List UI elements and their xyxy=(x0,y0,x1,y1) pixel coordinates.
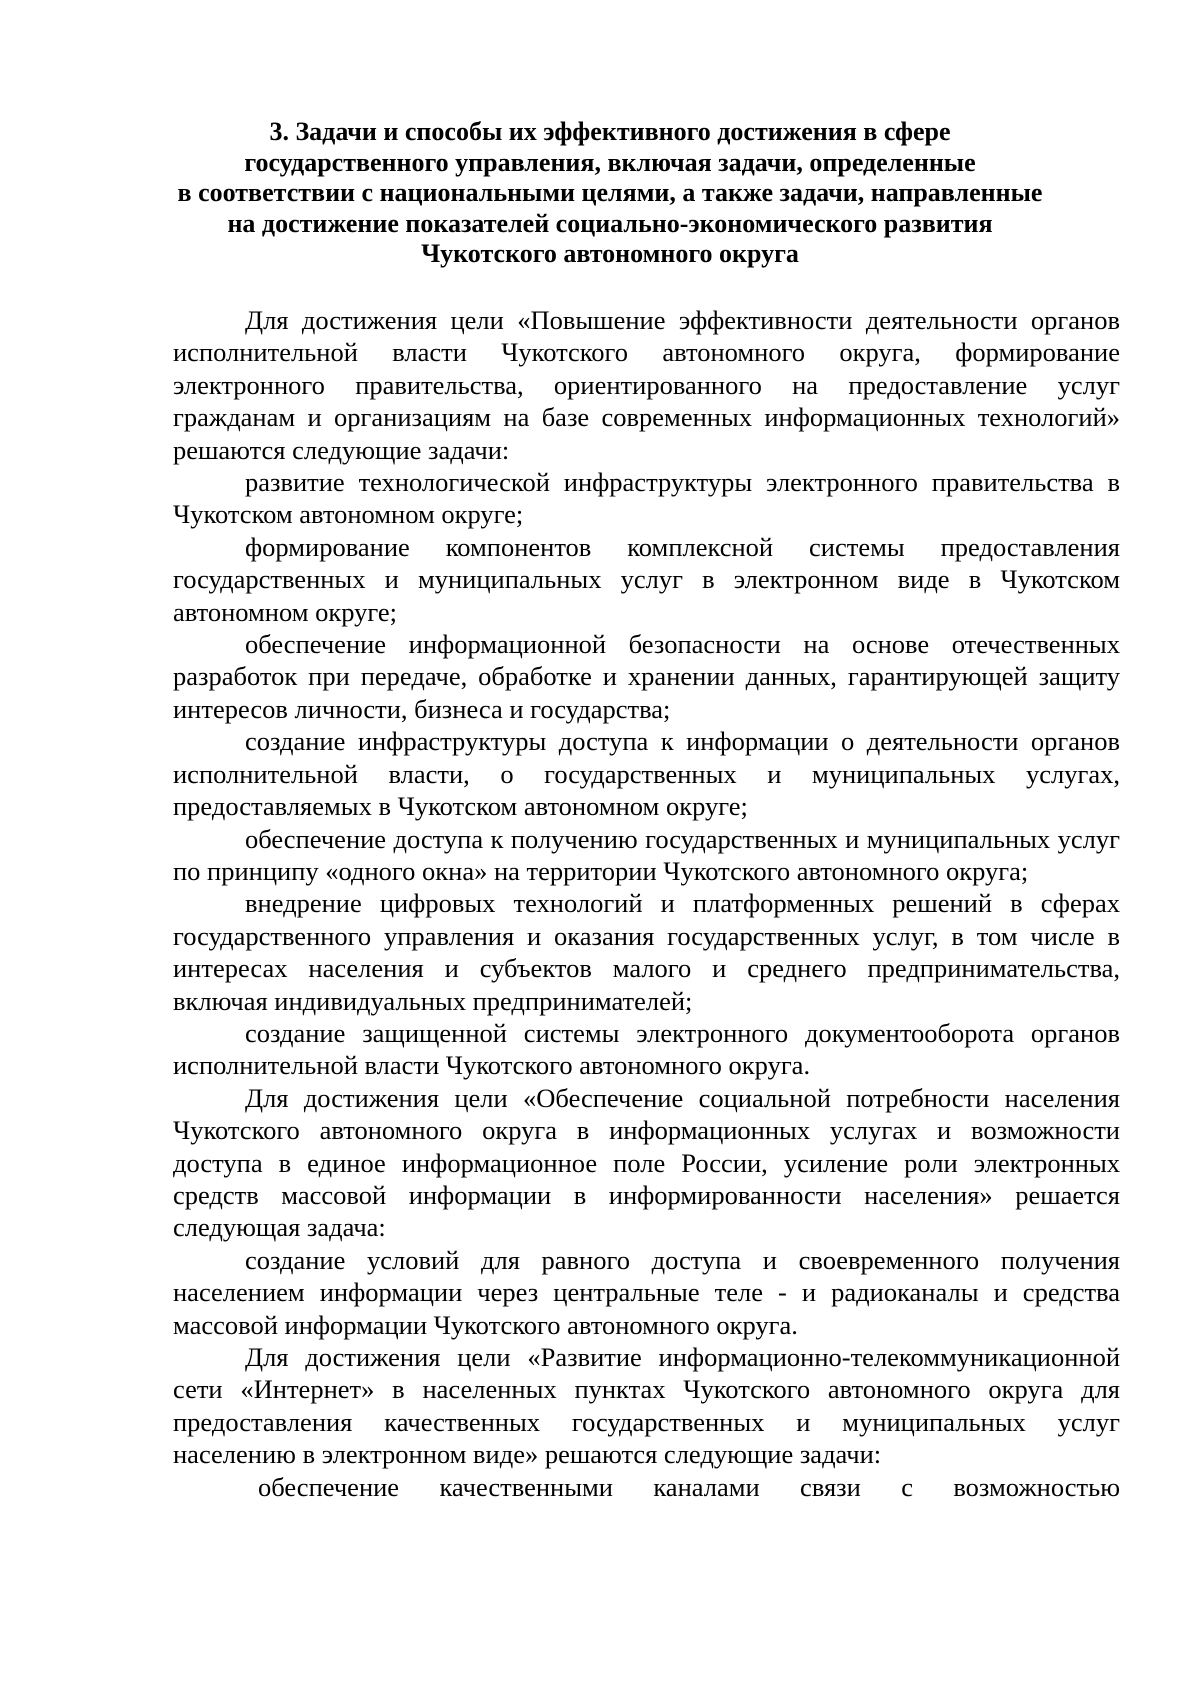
paragraph: развитие технологической инфраструктуры электронного правительства в Чукотском автономном округе; xyxy=(173,467,1120,530)
heading-line: на достижение показателей социально-экономического развития xyxy=(227,208,993,238)
paragraph: внедрение цифровых технологий и платформенных решений в сферах государственного управления и оказания государственных услуг, в том числе в интересах населения и субъектов малого и среднего предпринимательства, включая индивидуальных предпринимателей; xyxy=(173,888,1120,1016)
paragraph: Для достижения цели «Развитие информационно-телекоммуникационной сети «Интернет» в населенных пунктах Чукотского автономного округа для предоставления качественных государственных и муниципальных услуг населению в электронном виде» решаются следующие задачи: xyxy=(173,1342,1120,1470)
paragraph: создание инфраструктуры доступа к информации о деятельности органов исполнительной власти, о государственных и муниципальных услугах, предоставляемых в Чукотском автономном округе; xyxy=(173,726,1120,822)
paragraph: Для достижения цели «Повышение эффективности деятельности органов исполнительной власти Чукотского автономного округа, формирование электронного правительства, ориентированного на предоставление услуг гражданам и организациям на базе современных информационных технологий» решаются следующие задачи: xyxy=(173,305,1120,465)
paragraph: Для достижения цели «Обеспечение социальной потребности населения Чукотского автономного округа в информационных услугах и возможности доступа в единое информационное поле России, усиление роли электронных средств массовой информации в информированности населения» решается следующая задача: xyxy=(173,1082,1120,1243)
paragraph: обеспечение информационной безопасности на основе отечественных разработок при передаче, обработке и хранении данных, гарантирующей защиту интересов личности, бизнеса и государства; xyxy=(173,629,1120,724)
heading-line: 3. Задачи и способы их эффективного достижения в сфере xyxy=(269,117,951,146)
paragraph: создание условий для равного доступа и своевременного получения населением информации через центральные теле - и радиоканалы и средства массовой информации Чукотского автономного округа. xyxy=(173,1244,1120,1340)
heading-line: государственного управления, включая задачи, определенные xyxy=(244,147,976,177)
heading-line: Чукотского автономного округа xyxy=(421,239,799,268)
section-heading xyxy=(150,117,1070,270)
paragraph: обеспечение доступа к получению государственных и муниципальных услуг по принципу «одного окна» на территории Чукотского автономного округа; xyxy=(173,823,1120,886)
paragraph: создание защищенной системы электронного документооборота органов исполнительной власти Чукотского автономного округа. xyxy=(173,1017,1120,1081)
heading-line: в соответствии с национальными целями, а также задачи, направленные xyxy=(177,178,1043,207)
paragraph: обеспечение качественными каналами связи с возможностью xyxy=(258,1471,1120,1502)
paragraph: формирование компонентов комплексной системы предоставления государственных и муниципальных услуг в электронном виде в Чукотском автономном округе; xyxy=(173,531,1120,627)
document-body xyxy=(173,304,1120,1503)
